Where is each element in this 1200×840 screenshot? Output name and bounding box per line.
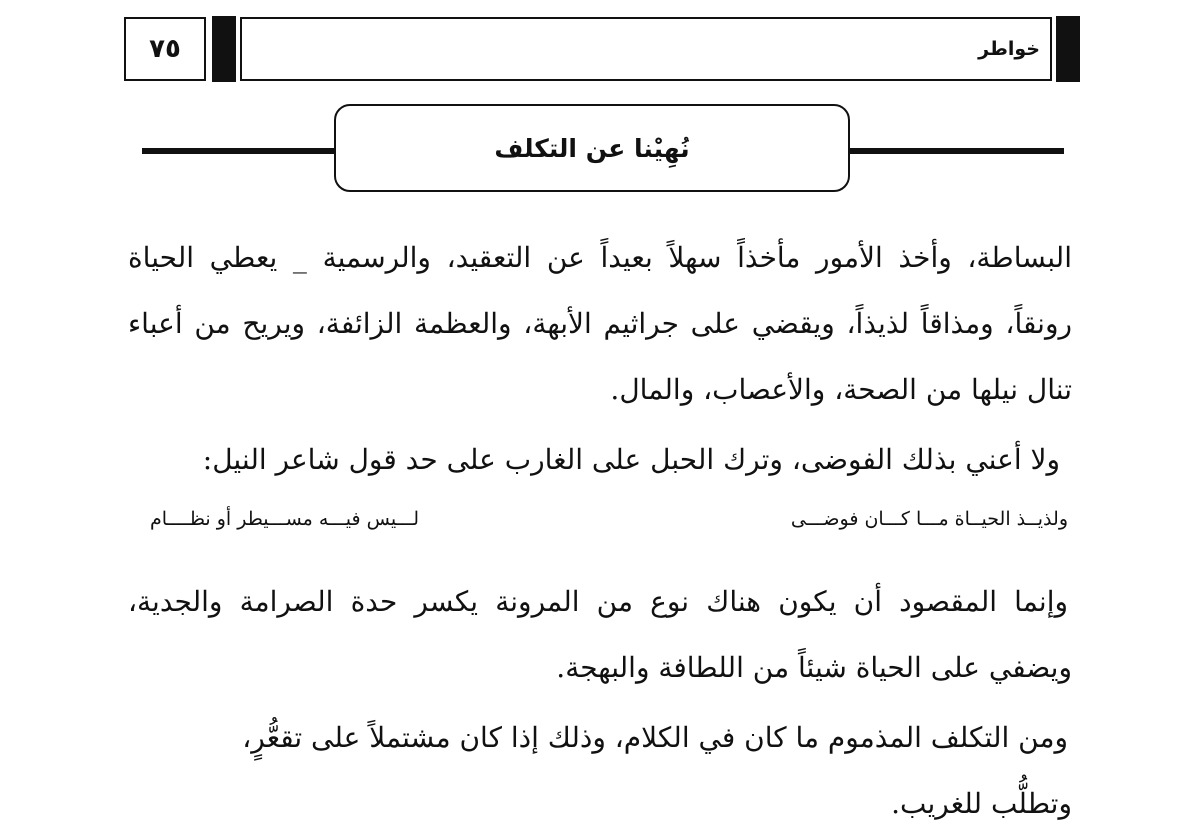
poem-second-hemistich: لـــيس فيـــه مســـيطر أو نظــــام [150, 508, 420, 530]
paragraph-3-line-1: وإنما المقصود أن يكون هناك نوع من المرونة يكسر حدة الصرامة والجدية، [128, 585, 1068, 618]
paragraph-1-line-1: البساطة، وأخذ الأمور مأخذاً سهلاً بعيداً عن التعقيد، والرسمية _ يعطي الحياة [128, 241, 1072, 274]
page-number: ٧٥ [124, 17, 206, 81]
header-bar-left [212, 16, 236, 82]
section-title: نُهِيْنا عن التكلف [334, 104, 850, 192]
poem-verse [150, 504, 1068, 534]
paragraph-1-line-3: تنال نيلها من الصحة، والأعصاب، والمال. [610, 373, 1072, 406]
header-bar-right [1056, 16, 1080, 82]
heading-rule-left [142, 148, 336, 154]
paragraph-4-line-2: وتطلُّب للغريب. [891, 787, 1072, 820]
heading-rule-right [846, 148, 1064, 154]
poem-first-hemistich: ولذيــذ الحيــاة مـــا كـــان فوضـــى [790, 508, 1068, 530]
paragraph-1-line-2: رونقاً، ومذاقاً لذيذاً، ويقضي على جراثيم الأبهة، والعظمة الزائفة، ويريح من أعباء [128, 307, 1072, 340]
paragraph-4-line-1: ومن التكلف المذموم ما كان في الكلام، وذلك إذا كان مشتملاً على تقعُّرٍ، [242, 721, 1068, 754]
running-header-title: خواطر [240, 17, 1052, 81]
paragraph-2-line-1: ولا أعني بذلك الفوضى، وترك الحبل على الغارب على حد قول شاعر النيل: [202, 443, 1060, 476]
paragraph-3-line-2: ويضفي على الحياة شيئاً من اللطافة والبهجة. [556, 651, 1072, 684]
